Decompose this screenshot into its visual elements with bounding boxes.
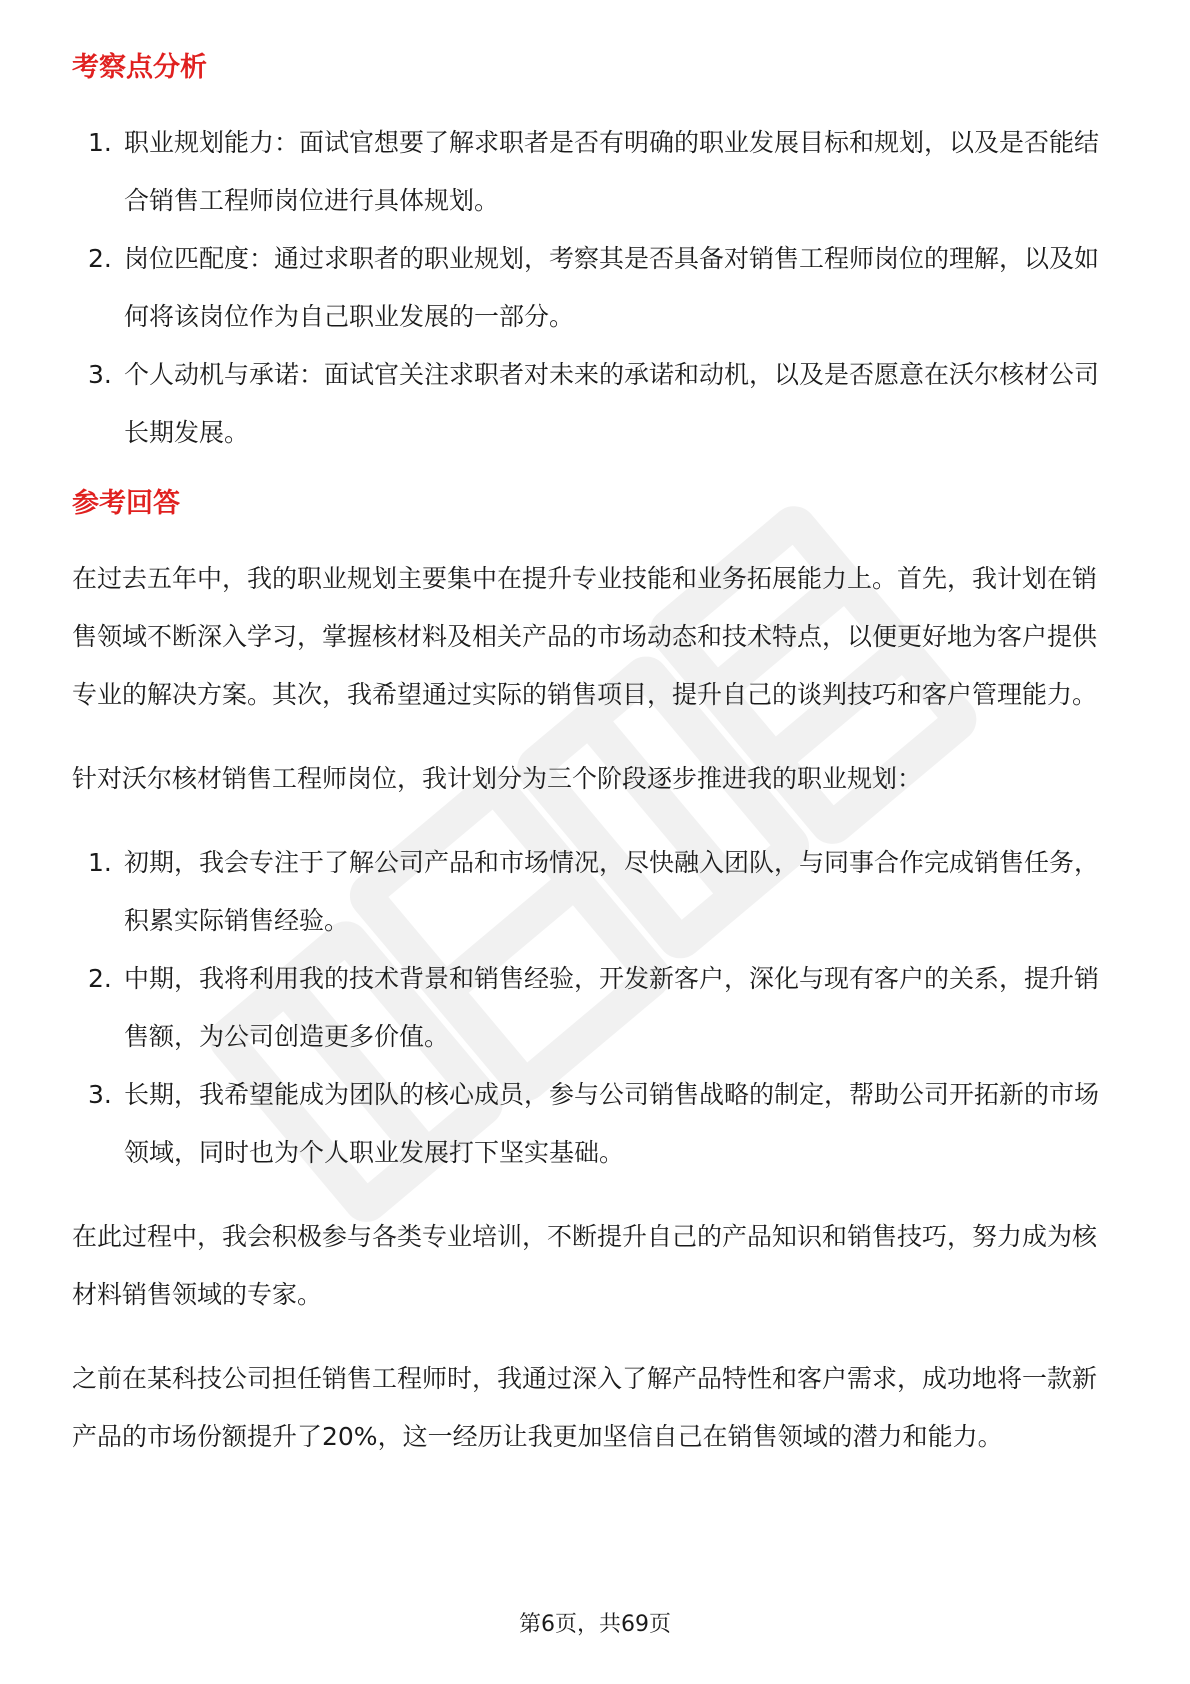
list-number: 3. bbox=[88, 1080, 112, 1109]
document-content bbox=[72, 44, 1118, 1492]
list-number: 2. bbox=[88, 244, 112, 273]
list-item bbox=[72, 114, 1118, 230]
list-number: 1. bbox=[88, 128, 112, 157]
list-item bbox=[72, 950, 1118, 1066]
answer-paragraph: 在此过程中，我会积极参与各类专业培训，不断提升自己的产品知识和销售技巧，努力成为核材料销售领域的专家。 bbox=[72, 1222, 1098, 1309]
list-number: 2. bbox=[88, 964, 112, 993]
list-item-text: 职业规划能力：面试官想要了解求职者是否有明确的职业发展目标和规划，以及是否能结合销售工程师岗位进行具体规划。 bbox=[124, 128, 1100, 215]
list-item bbox=[72, 834, 1118, 950]
page-number: 第6页，共69页 bbox=[519, 1612, 671, 1637]
list-number: 1. bbox=[88, 848, 112, 877]
analysis-list bbox=[72, 114, 1118, 462]
list-item bbox=[72, 346, 1118, 462]
list-number: 3. bbox=[88, 360, 112, 389]
plan-list bbox=[72, 834, 1118, 1182]
list-item-text: 个人动机与承诺：面试官关注求职者对未来的承诺和动机，以及是否愿意在沃尔核材公司长期发展。 bbox=[124, 360, 1100, 447]
answer-paragraph: 之前在某科技公司担任销售工程师时，我通过深入了解产品特性和客户需求，成功地将一款新产品的市场份额提升了20%，这一经历让我更加坚信自己在销售领域的潜力和能力。 bbox=[72, 1364, 1098, 1451]
section-title-analysis: 考察点分析 bbox=[72, 52, 207, 83]
list-item bbox=[72, 230, 1118, 346]
section-title-reference-answer: 参考回答 bbox=[72, 488, 180, 519]
list-item-text: 初期，我会专注于了解公司产品和市场情况，尽快融入团队，与同事合作完成销售任务，积累实际销售经验。 bbox=[124, 848, 1100, 935]
list-item-text: 岗位匹配度：通过求职者的职业规划，考察其是否具备对销售工程师岗位的理解，以及如何将该岗位作为自己职业发展的一部分。 bbox=[124, 244, 1100, 331]
list-item-text: 中期，我将利用我的技术背景和销售经验，开发新客户，深化与现有客户的关系，提升销售额，为公司创造更多价值。 bbox=[124, 964, 1100, 1051]
list-item-text: 长期，我希望能成为团队的核心成员，参与公司销售战略的制定，帮助公司开拓新的市场领域，同时也为个人职业发展打下坚实基础。 bbox=[124, 1080, 1100, 1167]
list-item bbox=[72, 1066, 1118, 1182]
answer-paragraph: 针对沃尔核材销售工程师岗位，我计划分为三个阶段逐步推进我的职业规划： bbox=[72, 764, 923, 793]
answer-paragraph: 在过去五年中，我的职业规划主要集中在提升专业技能和业务拓展能力上。首先，我计划在销售领域不断深入学习，掌握核材料及相关产品的市场动态和技术特点，以便更好地为客户提供专业的解决方案。其次，我希望通过实际的销售项目，提升自己的谈判技巧和客户管理能力。 bbox=[72, 564, 1098, 709]
